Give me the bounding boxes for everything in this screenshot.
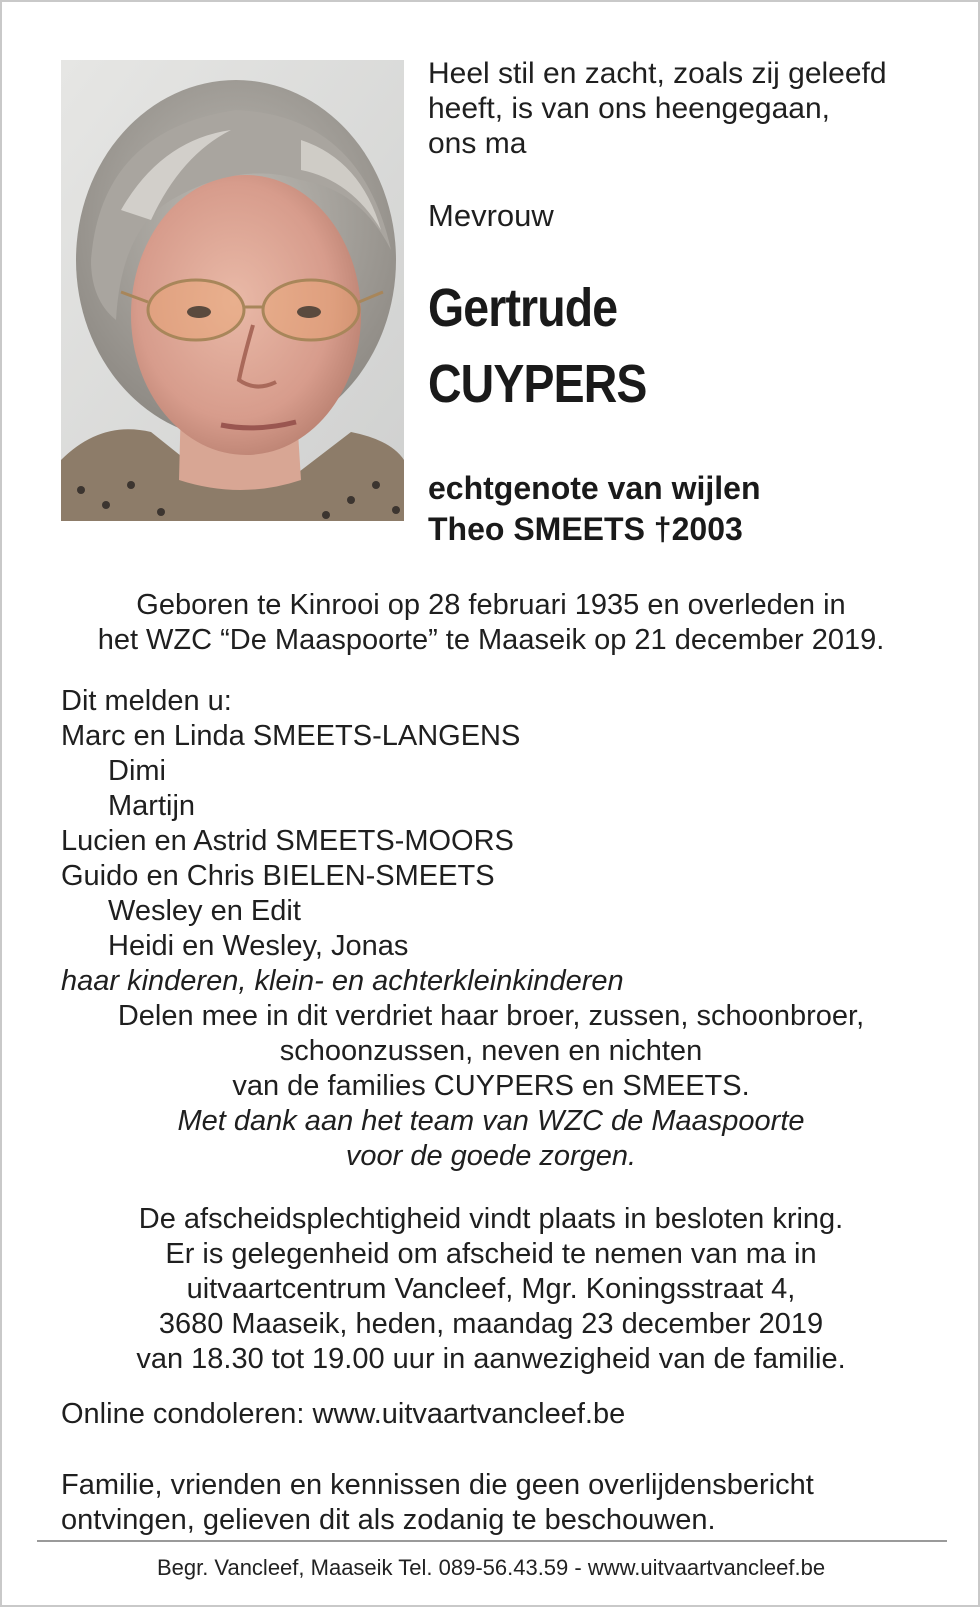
ceremony-line: De afscheidsplechtigheid vindt plaats in besloten kring. xyxy=(138,1203,844,1235)
family-member: Guido en Chris BIELEN-SMEETS xyxy=(61,860,495,892)
ceremony-block xyxy=(22,1202,960,1377)
relatives-block xyxy=(22,999,960,1174)
ceremony-line: Er is gelegenheid om afscheid te nemen van ma in xyxy=(165,1238,817,1270)
deceased-last-name: CUYPERS xyxy=(428,354,647,414)
birth-line: Geboren te Kinrooi op 28 februari 1935 en overleden in xyxy=(136,589,846,621)
family-member: Marc en Linda SMEETS-LANGENS xyxy=(61,720,521,752)
ceremony-line: van 18.30 tot 19.00 uur in aanwezigheid van de familie. xyxy=(136,1343,846,1375)
notice-line: ontvingen, gelieven dit als zodanig te beschouwen. xyxy=(61,1504,716,1536)
title-word: Mevrouw xyxy=(428,198,554,233)
footer-contact: Begr. Vancleef, Maaseik Tel. 089-56.43.59 - www.uitvaartvancleef.be xyxy=(156,1555,826,1580)
family-heading: Dit melden u: xyxy=(61,685,232,717)
spouse-line: echtgenote van wijlen xyxy=(428,470,761,506)
ceremony-line: 3680 Maaseik, heden, maandag 23 december 2019 xyxy=(158,1308,824,1340)
intro-line: Heel stil en zacht, zoals zij geleefd xyxy=(428,57,887,90)
online-condolence: Online condoleren: www.uitvaartvancleef.be xyxy=(61,1398,626,1430)
spouse-name: Theo SMEETS †2003 xyxy=(428,511,743,547)
portrait-photo-icon xyxy=(61,60,404,521)
birth-death-info xyxy=(22,588,960,658)
spouse-info xyxy=(428,468,761,550)
notice-text xyxy=(61,1468,814,1538)
notice-line: Familie, vrienden en kennissen die geen overlijdensbericht xyxy=(61,1469,814,1501)
relatives-line: van de families CUYPERS en SMEETS. xyxy=(232,1070,750,1102)
death-line: het WZC “De Maaspoorte” te Maaseik op 21 december 2019. xyxy=(97,624,885,656)
family-member: Heidi en Wesley, Jonas xyxy=(108,930,409,962)
relatives-line: Delen mee in dit verdriet haar broer, zussen, schoonbroer, xyxy=(117,1000,865,1032)
ceremony-line: uitvaartcentrum Vancleef, Mgr. Koningsstraat 4, xyxy=(186,1273,796,1305)
family-member: Dimi xyxy=(108,755,166,787)
deceased-first-name: Gertrude xyxy=(428,278,618,338)
family-member: Martijn xyxy=(108,790,196,822)
footer-divider xyxy=(37,1540,947,1542)
thanks-line: voor de goede zorgen. xyxy=(345,1140,637,1172)
thanks-line: Met dank aan het team van WZC de Maaspoorte xyxy=(177,1105,805,1137)
relatives-line: schoonzussen, neven en nichten xyxy=(279,1035,703,1067)
intro-line: ons ma xyxy=(428,127,527,160)
family-member: Wesley en Edit xyxy=(108,895,301,927)
family-list xyxy=(61,684,961,999)
family-relation: haar kinderen, klein- en achterkleinkinderen xyxy=(61,965,624,997)
family-member: Lucien en Astrid SMEETS-MOORS xyxy=(61,825,514,857)
portrait-photo xyxy=(61,60,404,521)
intro-text xyxy=(428,56,948,161)
intro-line: heeft, is van ons heengegaan, xyxy=(428,92,830,125)
